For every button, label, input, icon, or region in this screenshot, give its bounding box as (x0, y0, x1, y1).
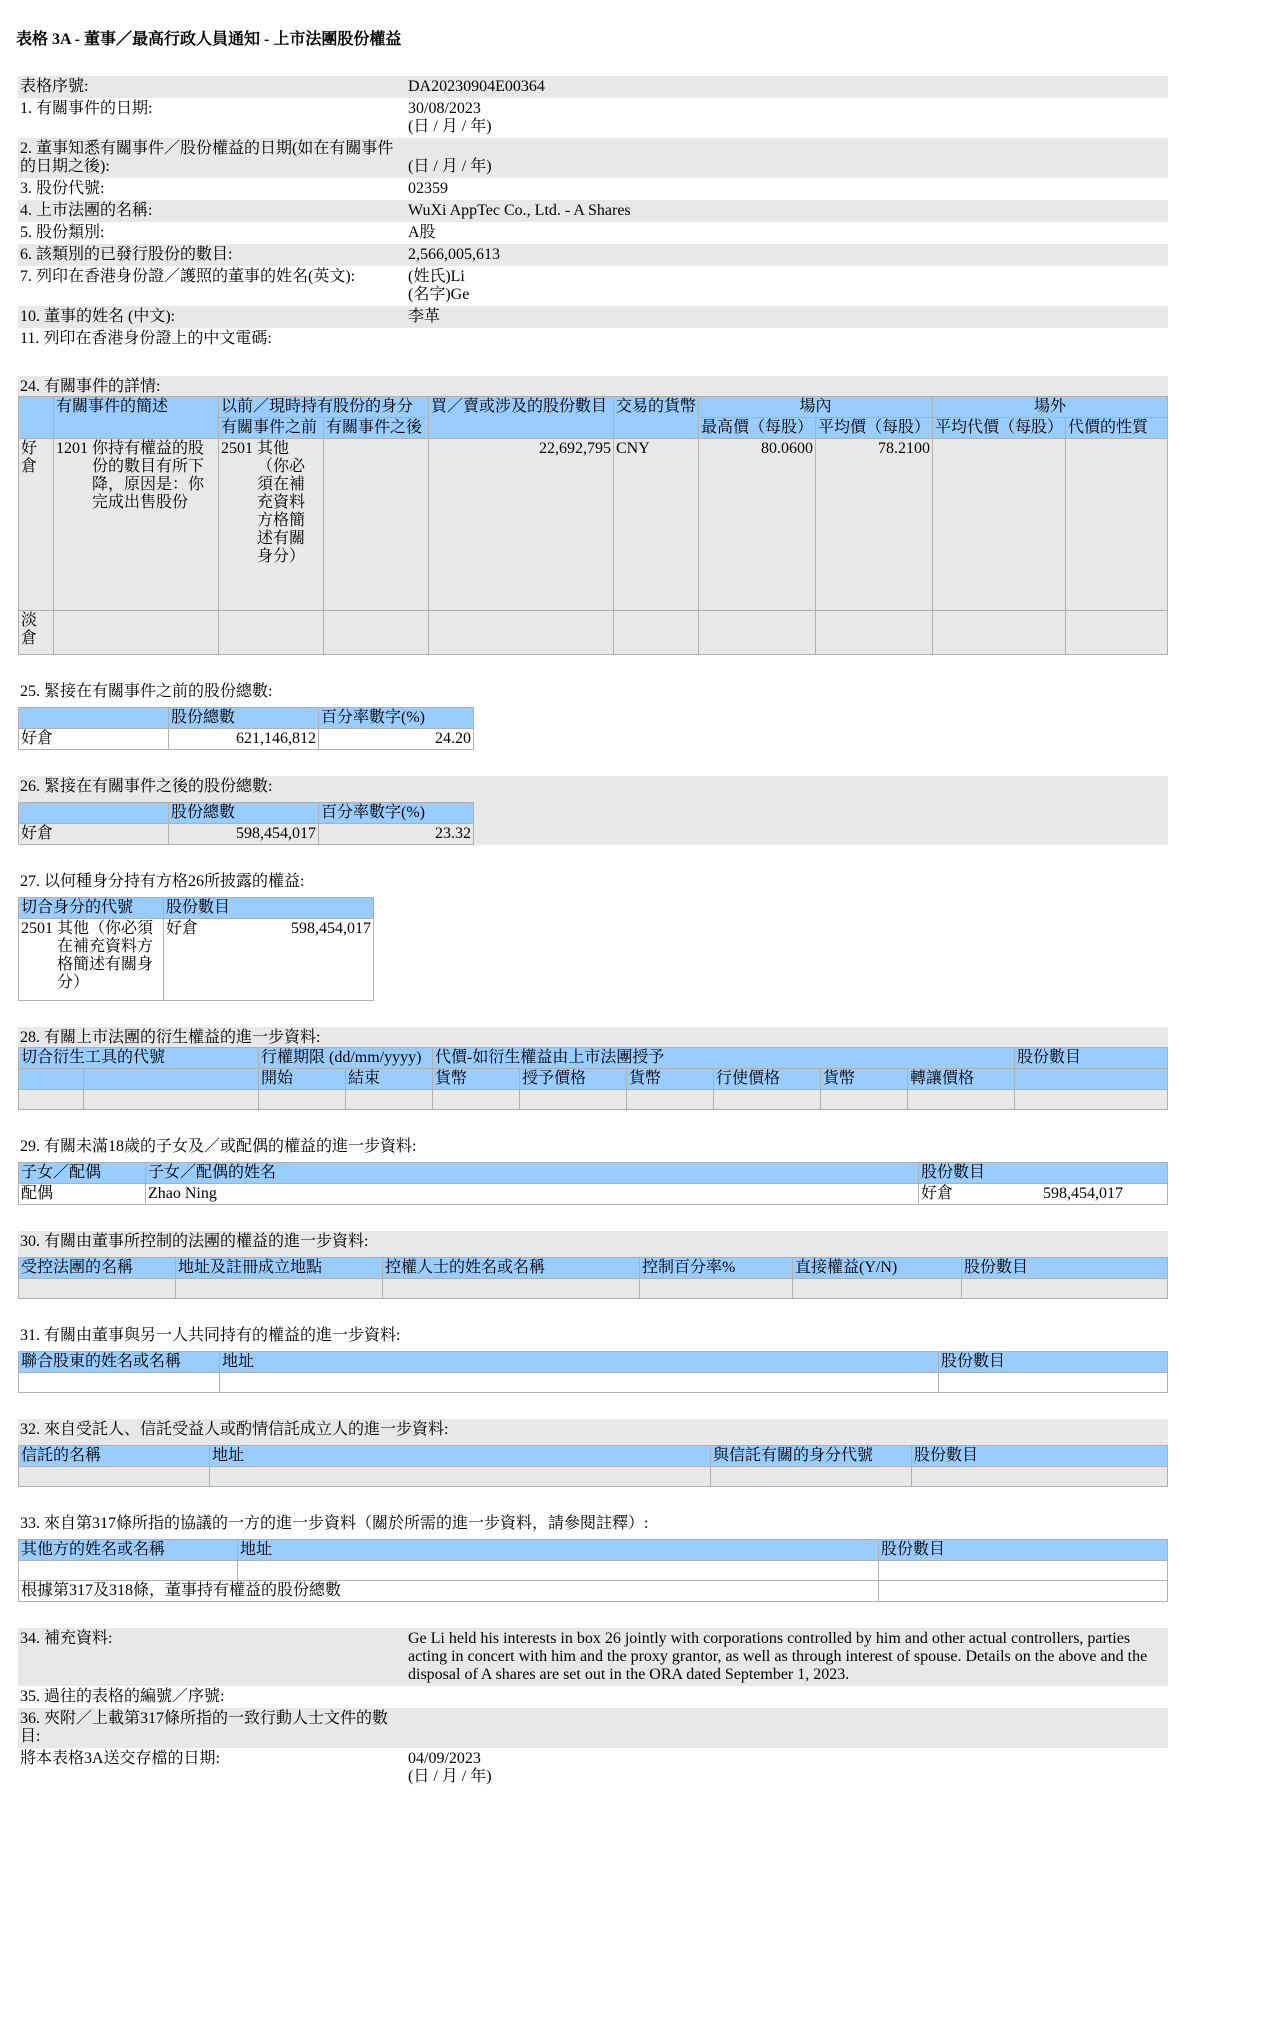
section-25 (18, 681, 1168, 750)
info-label: 5. 股份類別: (20, 224, 105, 241)
position-label: 好倉 (166, 920, 199, 937)
row-label: 好倉 (19, 824, 169, 845)
info-row (18, 266, 1168, 306)
info-label: 3. 股份代號: (20, 180, 105, 197)
col-header: 股份總數 (169, 708, 319, 729)
col-header: 信託的名稱 (19, 1446, 210, 1467)
row-label: 好倉 (19, 439, 54, 611)
col-header: 股份數目 (912, 1446, 1168, 1467)
event-detail-table (18, 396, 1168, 655)
info-value-format: (日 / 月 / 年) (408, 118, 492, 135)
col-header: 聯合股東的姓名或名稱 (19, 1352, 220, 1373)
col-header: 直接權益(Y/N) (793, 1258, 962, 1279)
info-row (18, 138, 1168, 178)
col-header: 切合身分的代號 (19, 898, 164, 919)
col-header: 結束 (346, 1069, 433, 1090)
total-label: 根據第317及318條，董事持有權益的股份總數 (19, 1581, 879, 1602)
section-title: 32. 來自受託人、信託受益人或酌情信託成立人的進一步資料: (20, 1421, 449, 1438)
capacity-code: 2501 (221, 440, 253, 457)
footer-table (18, 1628, 1168, 1788)
info-label: 7. 列印在香港身份證／護照的董事的姓名(英文): (20, 268, 356, 285)
info-value: A股 (408, 224, 436, 241)
col-header: 以前／現時持有股份的身分 (219, 397, 429, 418)
col-header: 貨幣 (821, 1069, 908, 1090)
col-header: 控權人士的姓名或名稱 (383, 1258, 640, 1279)
capacity-description: 其他（你必須在補充資料方格簡述有關身分） (57, 920, 154, 991)
info-value (406, 328, 1168, 350)
capacity-code: 2501 (21, 920, 53, 937)
info-label: 34. 補充資料: (20, 1630, 113, 1647)
info-row (18, 178, 1168, 200)
col-header: 地址及註冊成立地點 (176, 1258, 383, 1279)
info-row (18, 328, 1168, 350)
info-value: WuXi AppTec Co., Ltd. - A Shares (408, 202, 631, 219)
col-header: 有關事件之後 (324, 418, 429, 439)
info-label: 11. 列印在香港身份證上的中文電碼: (20, 330, 272, 347)
col-header: 行使價格 (714, 1069, 821, 1090)
info-label: 6. 該類別的已發行股份的數目: (20, 246, 233, 263)
shares-value: 22,692,795 (429, 439, 614, 611)
col-header: 地址 (220, 1352, 939, 1373)
controlled-corp-table (18, 1257, 1168, 1299)
info-value: DA20230904E00364 (408, 78, 545, 95)
info-value: 02359 (408, 180, 448, 197)
section-30 (18, 1231, 1168, 1299)
info-row (18, 1628, 1168, 1686)
info-row (18, 76, 1168, 98)
section-31 (18, 1325, 1168, 1393)
col-header: 股份數目 (939, 1352, 1168, 1373)
info-label: 10. 董事的姓名 (中文): (20, 308, 176, 325)
table-row (19, 1561, 1168, 1581)
col-header: 有關事件之前 (219, 418, 324, 439)
col-header: 股份數目 (962, 1258, 1168, 1279)
info-value: 04/09/2023 (408, 1750, 481, 1767)
section-title: 31. 有關由董事與另一人共同持有的權益的進一步資料: (20, 1327, 401, 1344)
col-header: 地址 (238, 1540, 879, 1561)
info-value-2: (名字)Ge (408, 286, 470, 303)
col-header: 百分率數字(%) (319, 803, 474, 824)
col-header: 交易的貨幣 (614, 397, 699, 439)
section-title: 29. 有關未滿18歲的子女及／或配偶的權益的進一步資料: (20, 1138, 417, 1155)
col-header: 場外 (933, 397, 1168, 418)
col-header: 貨幣 (433, 1069, 520, 1090)
info-value-format: (日 / 月 / 年) (408, 158, 492, 175)
col-header: 切合衍生工具的代號 (19, 1048, 259, 1069)
col-header: 授予價格 (520, 1069, 627, 1090)
page-title: 表格 3A - 董事／最高行政人員通知 - 上市法團股份權益 (16, 31, 402, 48)
info-row (18, 306, 1168, 328)
info-row (18, 98, 1168, 138)
info-value: 2,566,005,613 (408, 246, 500, 263)
info-row (18, 222, 1168, 244)
info-value: 30/08/2023 (408, 100, 481, 117)
section-title: 28. 有關上市法團的衍生權益的進一步資料: (20, 1029, 321, 1046)
supplementary-info: Ge Li held his interests in box 26 jointly with corporations controlled by him and other actual controllers, parties acting in concert with him and the proxy grantor, as well as through interest of spouse. Details on the above and the disposal of A shares are set out in the ORA dated September 1, 2023. (408, 1630, 1148, 1683)
info-row (18, 1748, 1168, 1788)
info-label: 4. 上市法團的名稱: (20, 202, 153, 219)
col-header: 受控法團的名稱 (19, 1258, 176, 1279)
col-header: 股份數目 (164, 898, 374, 919)
relationship-value: 配偶 (19, 1184, 146, 1205)
col-header: 子女／配偶的姓名 (146, 1163, 919, 1184)
col-header: 與信託有關的身分代號 (711, 1446, 912, 1467)
col-header: 代價的性質 (1066, 418, 1168, 439)
shares-value: 598,454,017 (291, 920, 371, 937)
col-header: 貨幣 (627, 1069, 714, 1090)
row-label: 好倉 (19, 729, 169, 750)
table-row (19, 1581, 1168, 1602)
section-27 (18, 871, 1168, 1001)
col-header: 有關事件的簡述 (54, 397, 219, 439)
total-value: 621,146,812 (169, 729, 319, 750)
event-description: 你持有權益的股份的數目有所下降，原因是：你完成出售股份 (92, 440, 205, 511)
info-table (18, 76, 1168, 350)
col-header: 股份數目 (879, 1540, 1168, 1561)
section-title: 30. 有關由董事所控制的法團的權益的進一步資料: (20, 1233, 369, 1250)
table-row (19, 439, 1168, 611)
percent-value: 23.32 (319, 824, 474, 845)
col-header: 開始 (259, 1069, 346, 1090)
col-header: 股份數目 (1015, 1048, 1168, 1069)
event-code: 1201 (56, 440, 88, 457)
table-row (19, 1373, 1168, 1393)
currency-value: CNY (614, 439, 699, 611)
table-row (19, 824, 474, 845)
percent-value: 24.20 (319, 729, 474, 750)
section-title: 26. 緊接在有關事件之後的股份總數: (20, 778, 273, 795)
high-price-value: 80.0600 (699, 439, 816, 611)
section-title: 27. 以何種身分持有方格26所披露的權益: (20, 873, 305, 890)
section-28 (18, 1027, 1168, 1110)
info-value: 李革 (408, 308, 441, 325)
section-26 (18, 776, 1168, 845)
derivative-table (18, 1047, 1168, 1110)
col-header: 平均價（每股） (816, 418, 933, 439)
joint-holder-table (18, 1351, 1168, 1393)
table-row (19, 729, 474, 750)
section-title: 33. 來自第317條所指的協議的一方的進一步資料（關於所需的進一步資料，請參閱註釋）: (20, 1515, 649, 1532)
info-row (18, 1708, 1168, 1748)
info-label: 1. 有關事件的日期: (20, 100, 153, 117)
col-header: 地址 (210, 1446, 711, 1467)
section-title: 25. 緊接在有關事件之前的股份總數: (20, 683, 273, 700)
total-value: 598,454,017 (169, 824, 319, 845)
shares-before-table (18, 707, 474, 750)
table-row (19, 1279, 1168, 1299)
avg-price-value: 78.2100 (816, 439, 933, 611)
shares-value: 598,454,017 (1043, 1185, 1123, 1202)
info-row (18, 1686, 1168, 1708)
table-row (19, 919, 374, 1001)
table-row (19, 1467, 1168, 1487)
trust-table (18, 1445, 1168, 1487)
info-label: 2. 董事知悉有關事件／股份權益的日期(如在有關事件的日期之後): (20, 140, 394, 175)
agreement-party-table (18, 1539, 1168, 1602)
col-header: 子女／配偶 (19, 1163, 146, 1184)
info-value-format: (日 / 月 / 年) (408, 1768, 492, 1785)
position-label: 好倉 (921, 1185, 954, 1202)
table-row (19, 1090, 1168, 1110)
info-value (406, 1708, 1168, 1748)
col-header: 股份數目 (919, 1163, 1168, 1184)
col-header: 場內 (699, 397, 933, 418)
shares-after-table (18, 802, 474, 845)
col-header: 最高價（每股） (699, 418, 816, 439)
info-label: 將本表格3A送交存檔的日期: (20, 1750, 221, 1767)
info-label: 35. 過往的表格的編號／序號: (20, 1688, 225, 1705)
form-page (16, 30, 1166, 1788)
table-row (19, 1184, 1168, 1205)
col-header: 平均代價（每股） (933, 418, 1066, 439)
info-value (406, 1686, 1168, 1708)
row-label: 淡倉 (19, 611, 54, 655)
section-32 (18, 1419, 1168, 1487)
col-header: 股份總數 (169, 803, 319, 824)
info-row (18, 244, 1168, 266)
section-title: 24. 有關事件的詳情: (20, 378, 161, 395)
info-value: (姓氏)Li (408, 268, 465, 285)
table-row (19, 611, 1168, 655)
name-value: Zhao Ning (146, 1184, 919, 1205)
col-header: 買／賣或涉及的股份數目 (429, 397, 614, 439)
spouse-child-table (18, 1162, 1168, 1205)
col-header: 控制百分率% (640, 1258, 793, 1279)
col-header: 行權期限 (dd/mm/yyyy) (259, 1048, 433, 1069)
section-29 (18, 1136, 1168, 1205)
section-24 (18, 376, 1168, 655)
capacity-table (18, 897, 374, 1001)
info-row (18, 200, 1168, 222)
col-header: 百分率數字(%) (319, 708, 474, 729)
section-33 (18, 1513, 1168, 1602)
info-label: 表格序號: (20, 78, 89, 95)
capacity-description: 其他（你必須在補充資料方格簡述有關身分） (257, 440, 306, 565)
info-label: 36. 夾附／上載第317條所指的一致行動人士文件的數目: (20, 1710, 389, 1745)
col-header: 代價-如衍生權益由上市法團授予 (433, 1048, 1015, 1069)
col-header: 其他方的姓名或名稱 (19, 1540, 238, 1561)
col-header: 轉讓價格 (908, 1069, 1015, 1090)
